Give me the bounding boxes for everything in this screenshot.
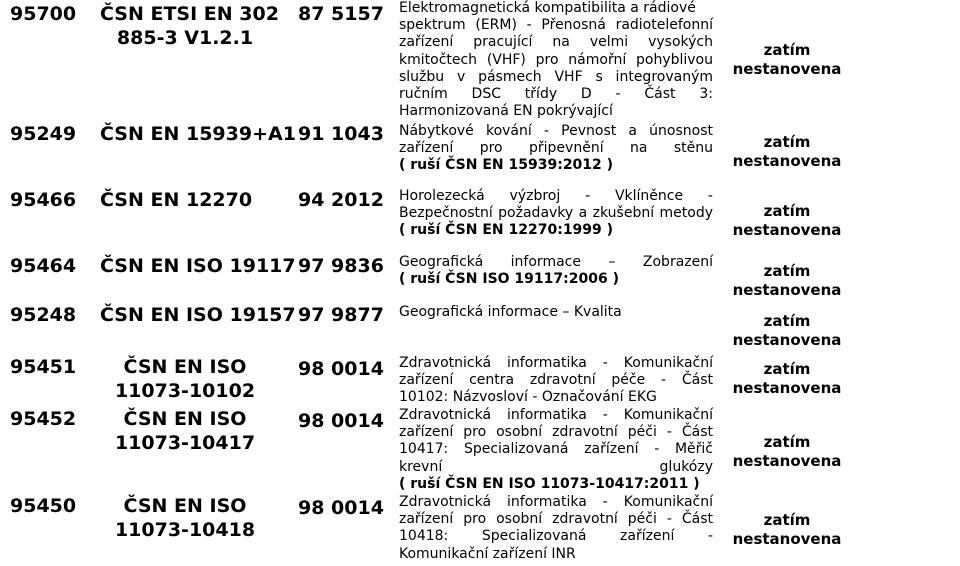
standard-title: Geografická informace – Zobrazení ( ruší ČSN ISO 19117:2006 ) [399, 254, 713, 288]
classification-code: 97 9836 [298, 255, 384, 277]
row-number: 95450 [10, 495, 77, 517]
status-cell: zatím nestanovena [732, 133, 842, 170]
replaces-note: ( ruší ČSN EN ISO 11073-10417:2011 ) [399, 475, 700, 492]
standard-title: Horolezecká výzbroj - Vklíněnce - Bezpečnostní požadavky a zkušební metody ( ruší ČSN EN 12270:1999 ) [399, 188, 713, 239]
status-cell: zatím nestanovena [732, 433, 842, 470]
classification-code: 97 9877 [298, 304, 384, 326]
replaces-note: ( ruší ČSN EN 15939:2012 ) [399, 157, 614, 174]
replaces-note: ( ruší ČSN EN 12270:1999 ) [399, 222, 614, 239]
standard-title: Zdravotnická informatika - Komunikační zařízení centra zdravotní péče - Část 10102: Názvosloví - Označování EKG [399, 355, 713, 406]
extra-column-background [852, 0, 960, 566]
standard-designation: ČSN EN ISO 19157 [100, 304, 296, 326]
classification-code: 91 1043 [298, 123, 384, 145]
row-number: 95248 [10, 304, 77, 326]
standard-designation: ČSN EN 12270 [100, 189, 253, 211]
replaces-note: ( ruší ČSN ISO 19117:2006 ) [399, 271, 619, 288]
standard-designation: ČSN EN ISO 11073-10418 [114, 495, 256, 541]
row-number: 95464 [10, 255, 77, 277]
classification-code: 98 0014 [298, 497, 384, 519]
standard-designation: ČSN EN ISO 19117 [100, 255, 296, 277]
status-cell: zatím nestanovena [732, 262, 842, 299]
status-cell: zatím nestanovena [732, 312, 842, 349]
classification-code: 87 5157 [298, 3, 384, 25]
status-cell: zatím nestanovena [732, 511, 842, 548]
classification-code: 98 0014 [298, 358, 384, 380]
standard-designation: ČSN ETSI EN 302 885-3 V1.2.1 [100, 3, 279, 49]
row-number: 95466 [10, 189, 77, 211]
row-number: 95452 [10, 408, 77, 430]
standard-title: Zdravotnická informatika - Komunikační zařízení pro osobní zdravotní péči - Část 10418: Specializovaná zařízení - Komunikační zařízení INR [399, 494, 713, 562]
row-number: 95249 [10, 123, 77, 145]
standard-designation: ČSN EN ISO 11073-10102 [114, 356, 256, 402]
standard-title: Elektromagnetická kompatibilita a rádiové spektrum (ERM) - Přenosná radiotelefonní zařízení pracující na velmi vysokých kmitočtech (VHF) pro námořní pohyblivou službu v pásmech VHF s integrovaným ručním DSC třídy D - Část 3: Harmonizovaná EN pokrývající [399, 0, 713, 120]
standard-designation: ČSN EN 15939+A1 [100, 123, 296, 145]
classification-code: 98 0014 [298, 410, 384, 432]
status-cell: zatím nestanovena [732, 360, 842, 397]
row-number: 95700 [10, 3, 77, 25]
status-cell: zatím nestanovena [732, 202, 842, 239]
status-cell: zatím nestanovena [732, 41, 842, 78]
standard-title: Zdravotnická informatika - Komunikační zařízení pro osobní zdravotní péči - Část 10417: Specializovaná zařízení - Měřič krevní glukózy ( ruší ČSN EN ISO 11073-10417:2011 ) [399, 407, 713, 492]
standard-title: Geografická informace – Kvalita [399, 304, 622, 320]
row-number: 95451 [10, 356, 77, 378]
standard-title: Nábytkové kování - Pevnost a únosnost zařízení pro připevnění na stěnu ( ruší ČSN EN 15939:2012 ) [399, 123, 713, 174]
classification-code: 94 2012 [298, 189, 384, 211]
standard-designation: ČSN EN ISO 11073-10417 [114, 408, 256, 454]
